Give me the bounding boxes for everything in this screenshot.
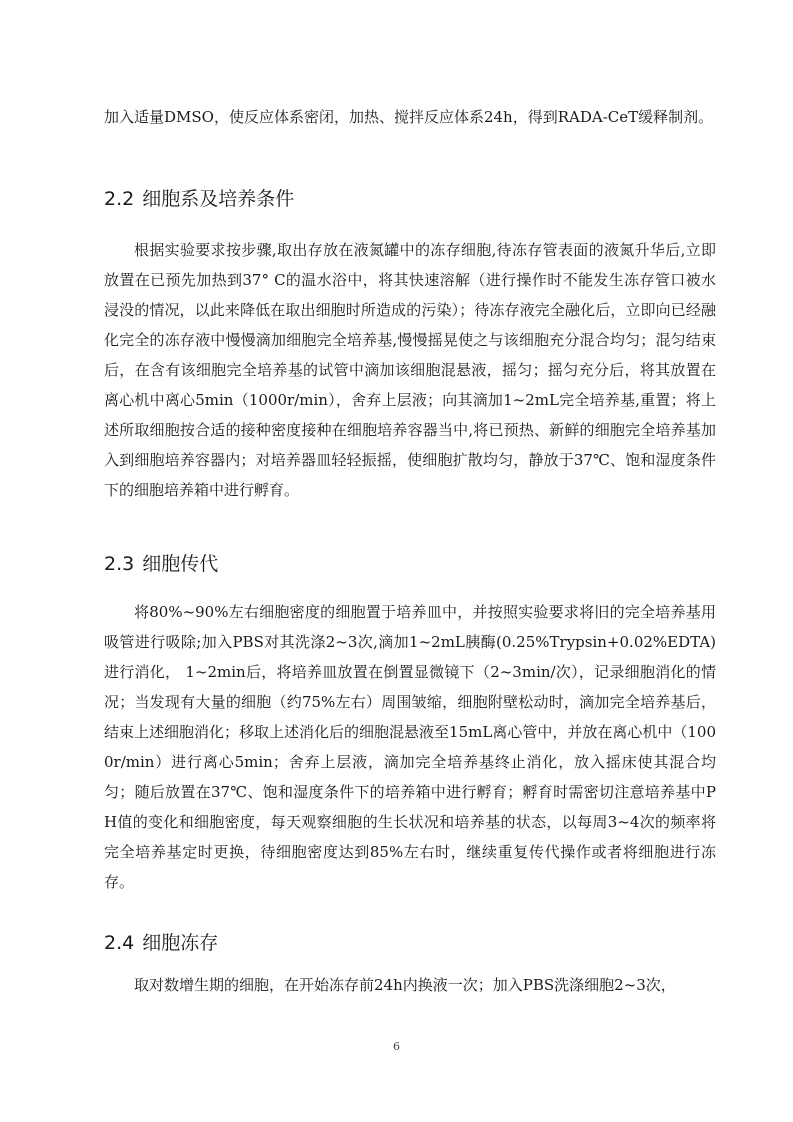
section-number: 2.2 [104, 188, 135, 210]
intro-paragraph: 加入适量DMSO，使反应体系密闭，加热、搅拌反应体系24h，得到RADA-CeT缓释制剂。 [104, 108, 714, 126]
section-title: 细胞传代 [142, 553, 219, 575]
section-title: 细胞冻存 [142, 932, 219, 954]
section-heading-2-4 [104, 930, 218, 956]
page-number: 6 [393, 1040, 400, 1053]
section-heading-2-3 [104, 551, 218, 577]
section-number: 2.3 [104, 553, 135, 575]
section-2-2-body: 根据实验要求按步骤,取出存放在液氮罐中的冻存细胞,待冻存管表面的液氮升华后,立即放置在已预先加热到37° C的温水浴中，将其快速溶解（进行操作时不能发生冻存管口被水浸没的情况，以此来降低在取出细胞时所造成的污染）；待冻存液完全融化后，立即向已经融化完全的冻存液中慢慢滴加细胞完全培养基,慢慢摇晃使之与该细胞充分混合均匀；混匀结束后，在含有该细胞完全培养基的试管中滴加该细胞混悬液，摇匀；摇匀充分后，将其放置在离心机中离心5min（1000r/min），舍弃上层液；向其滴加1~2mL完全培养基,重置；将上述所取细胞按合适的接种密度接种在细胞培养容器当中,将已预热、新鲜的细胞完全培养基加入到细胞培养容器内；对培养器皿轻轻振摇，使细胞扩散均匀，静放于37℃、饱和湿度条件下的细胞培养箱中进行孵育。 [104, 241, 716, 499]
section-title: 细胞系及培养条件 [142, 188, 295, 210]
section-2-4-body: 取对数增生期的细胞，在开始冻存前24h内换液一次；加入PBS洗涤细胞2~3次， [134, 976, 676, 994]
section-heading-2-2 [104, 186, 294, 212]
section-2-3-body: 将80%~90%左右细胞密度的细胞置于培养皿中，并按照实验要求将旧的完全培养基用吸管进行吸除;加入PBS对其洗涤2~3次,滴加1~2mL胰酶(0.25%Trypsin+0.02%EDTA)进行消化， 1~2min后，将培养皿放置在倒置显微镜下（2~3min/次），记录细胞消化的情况；当发现有大量的细胞（约75%左右）周围皱缩，细胞附壁松动时，滴加完全培养基后，结束上述细胞消化；移取上述消化后的细胞混悬液至15mL离心管中，并放在离心机中（1000r/min）进行离心5min；舍弃上层液，滴加完全培养基终止消化，放入摇床使其混合均匀；随后放置在37℃、饱和湿度条件下的培养箱中进行孵育；孵育时需密切注意培养基中PH值的变化和细胞密度，每天观察细胞的生长状况和培养基的状态，以每周3~4次的频率将完全培养基定时更换，待细胞密度达到85%左右时，继续重复传代操作或者将细胞进行冻存。 [104, 603, 716, 891]
section-number: 2.4 [104, 932, 135, 954]
